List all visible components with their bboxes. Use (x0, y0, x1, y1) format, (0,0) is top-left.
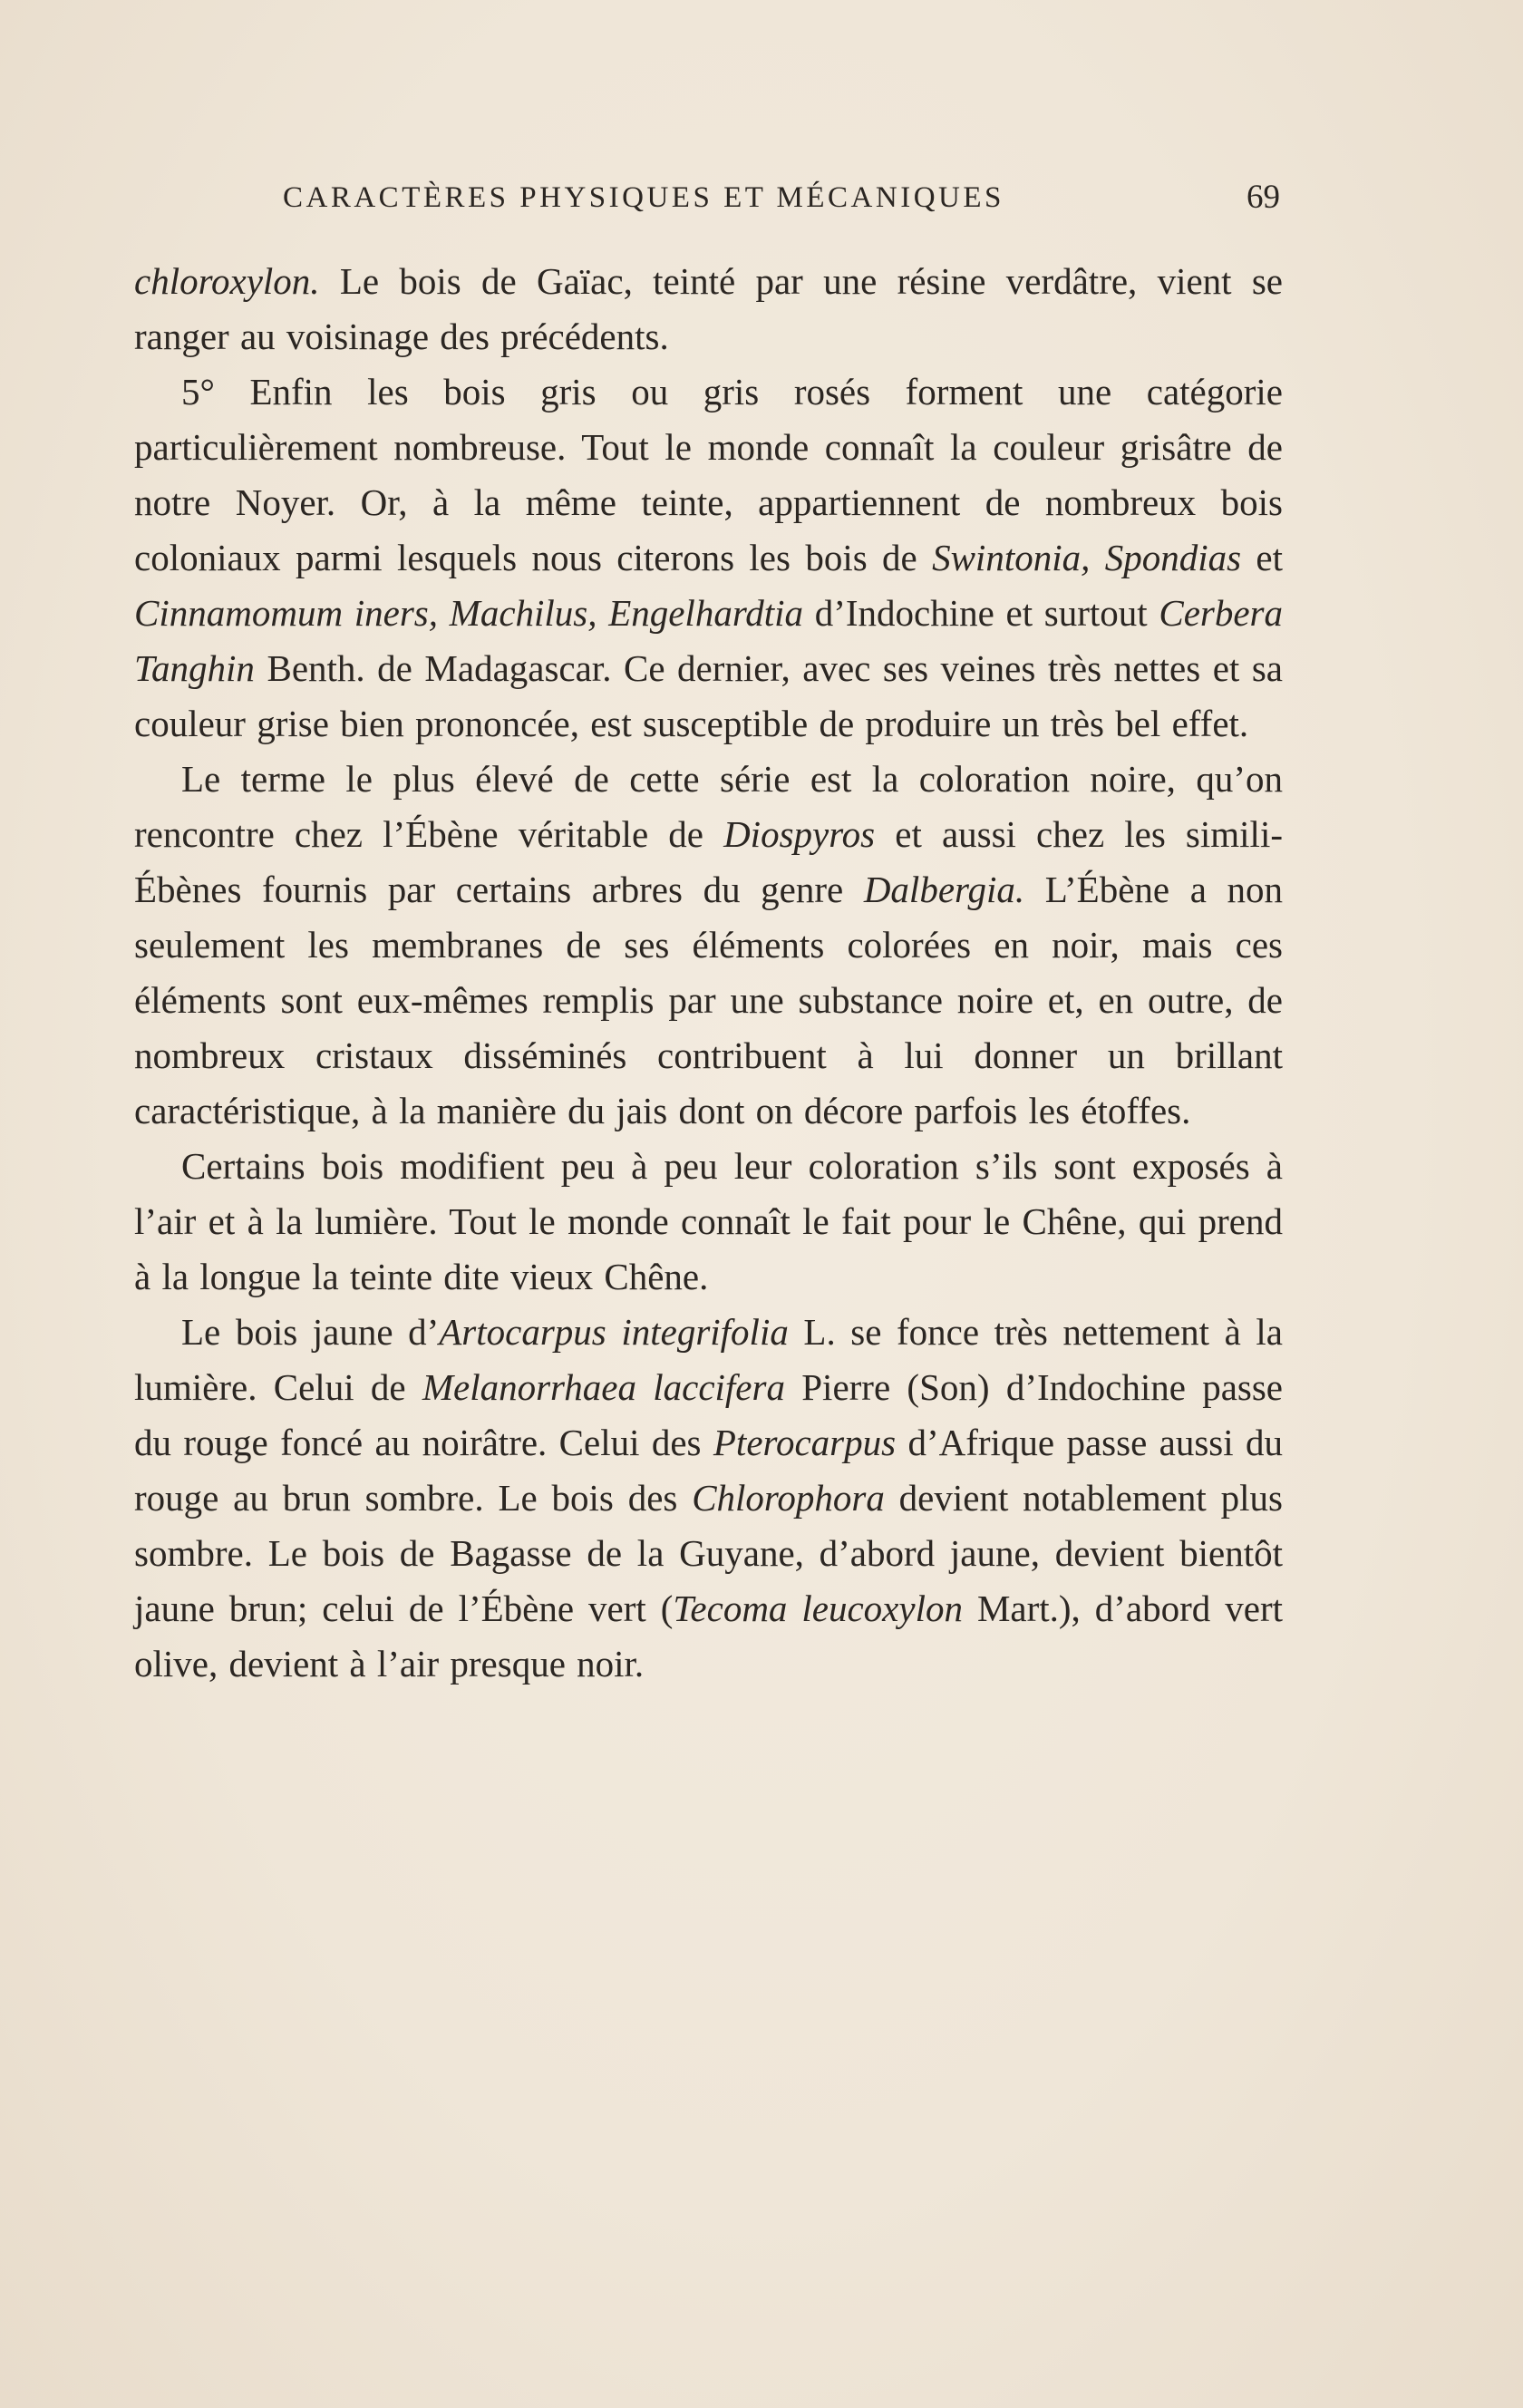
italic-run: Diospyros (723, 813, 876, 855)
italic-run: chloroxylon. (134, 260, 320, 302)
italic-run: Melanorrhaea laccifera (422, 1366, 785, 1408)
text-run: d’Afrique passe aussi du rouge au brun sombre. Le bois des (134, 1422, 1284, 1519)
text-run: Pierre (Son) d’Indochine passe du rouge foncé au noirâtre. Celui des (134, 1366, 1283, 1463)
italic-run: Chlorophora (692, 1477, 885, 1519)
italic-run: Tecoma leucoxylon (673, 1588, 963, 1629)
text-run: Le bois de Gaïac, teinté par une résine verdâtre, vient se ranger au voisinage des précédents. (134, 260, 1283, 357)
page-number: 69 (1247, 179, 1280, 216)
text-run: L. se fonce très nettement à la lumière. Celui de (134, 1311, 1284, 1408)
text-run: d’Indochine et surtout (803, 592, 1159, 634)
italic-run: Artocarpus integrifolia (439, 1311, 789, 1353)
italic-run: Swintonia, Spondias (932, 537, 1242, 578)
italic-run: Dalbergia. (863, 869, 1025, 910)
paragraph (134, 1305, 1283, 1692)
italic-run: Cerbera Tanghin (134, 592, 1283, 689)
text-run: et (1241, 537, 1284, 578)
text-run: L’Ébène a non seulement les membranes de ses éléments colorées en noir, mais ces éléments sont eux-mêmes remplis par une substance noire et, en outre, de nombreux cristaux disséminés contribuent à lui donner un brillant caractéristique, à la manière du jais dont on décore parfois les étoffes. (134, 869, 1283, 1131)
paragraph (134, 752, 1283, 1139)
italic-run: Cinnamomum iners, Machilus, Engelhardtia (134, 592, 804, 634)
text-run: Le terme le plus élevé de cette série est la coloration noire, qu’on rencontre chez l’Ébène véritable de (134, 758, 1283, 855)
italic-run: Pterocarpus (713, 1422, 897, 1463)
text-run: Le bois jaune d’ (181, 1311, 440, 1353)
body-text (134, 254, 1283, 1692)
text-run: Benth. de Madagascar. Ce dernier, avec ses veines très nettes et sa couleur grise bien prononcée, est susceptible de produire un très bel effet. (134, 647, 1283, 744)
text-run: devient notablement plus sombre. Le bois de Bagasse de la Guyane, d’abord jaune, devient bientôt jaune brun; celui de l’Ébène vert ( (134, 1477, 1283, 1629)
paragraph (134, 1139, 1283, 1305)
text-run: 5° Enfin les bois gris ou gris rosés forment une catégorie particulièrement nombreuse. Tout le monde connaît la couleur grisâtre de notre Noyer. Or, à la même teinte, appartiennent de nombreux bois coloniaux parmi lesquels nous citerons les bois de (134, 371, 1283, 578)
text-run: Mart.), d’abord vert olive, devient à l’air presque noir. (134, 1588, 1283, 1685)
paragraph (134, 364, 1283, 752)
text-run: et aussi chez les simili-Ébènes fournis par certains arbres du genre (134, 813, 1283, 910)
running-title: CARACTÈRES PHYSIQUES ET MÉCANIQUES (283, 181, 1004, 214)
running-head (283, 178, 1280, 218)
text-run: Certains bois modifient peu à peu leur coloration s’ils sont exposés à l’air et à la lumière. Tout le monde connaît le fait pour le Chêne, qui prend à la longue la teinte dite vieux Chêne. (134, 1145, 1283, 1297)
paragraph (134, 254, 1283, 364)
